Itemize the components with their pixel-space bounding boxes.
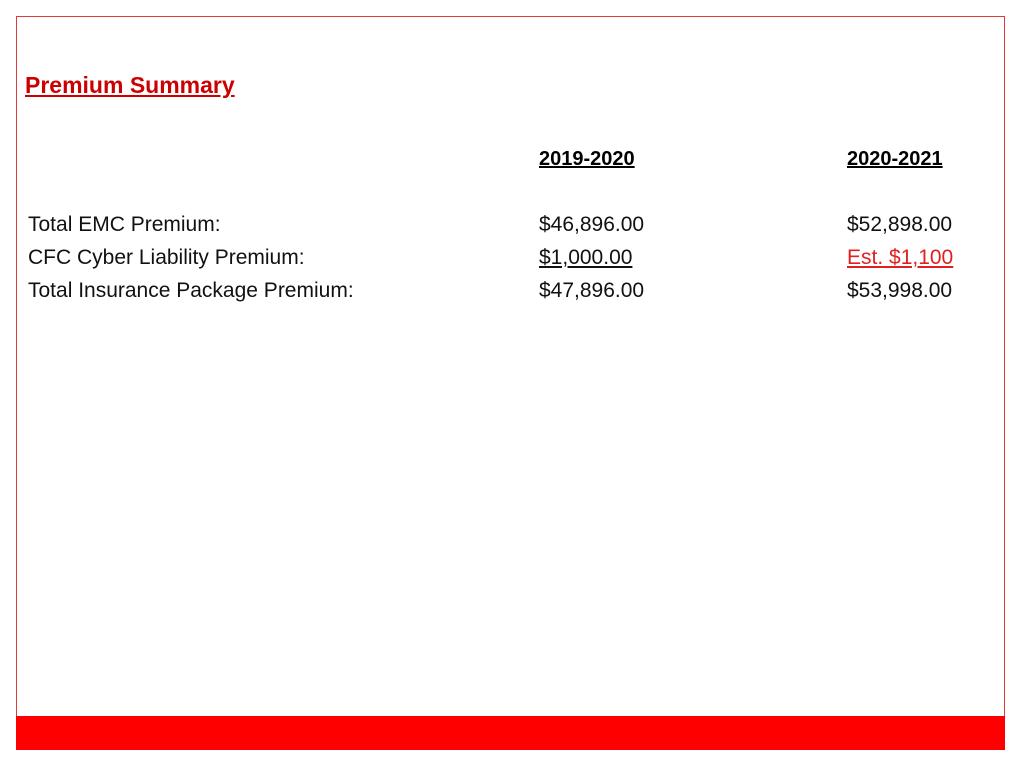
footer-red-bar [16, 716, 1005, 750]
value-cyber-liability-2020-estimate: Est. $1,100 [847, 246, 954, 269]
value-total-package-2019: $47,896.00 [539, 279, 645, 302]
column-header-2019-2020: 2019-2020 [539, 148, 635, 170]
value-cyber-liability-2019: $1,000.00 [539, 246, 633, 269]
row-label-total-emc: Total EMC Premium: [28, 213, 221, 236]
column-header-2020-2021: 2020-2021 [847, 148, 943, 170]
value-total-emc-2019: $46,896.00 [539, 213, 645, 236]
row-label-total-package: Total Insurance Package Premium: [28, 279, 354, 302]
value-total-emc-2020: $52,898.00 [847, 213, 953, 236]
row-label-cyber-liability: CFC Cyber Liability Premium: [28, 246, 305, 269]
value-total-package-2020: $53,998.00 [847, 279, 953, 302]
page-title: Premium Summary [25, 72, 235, 98]
slide-frame [16, 16, 1005, 749]
